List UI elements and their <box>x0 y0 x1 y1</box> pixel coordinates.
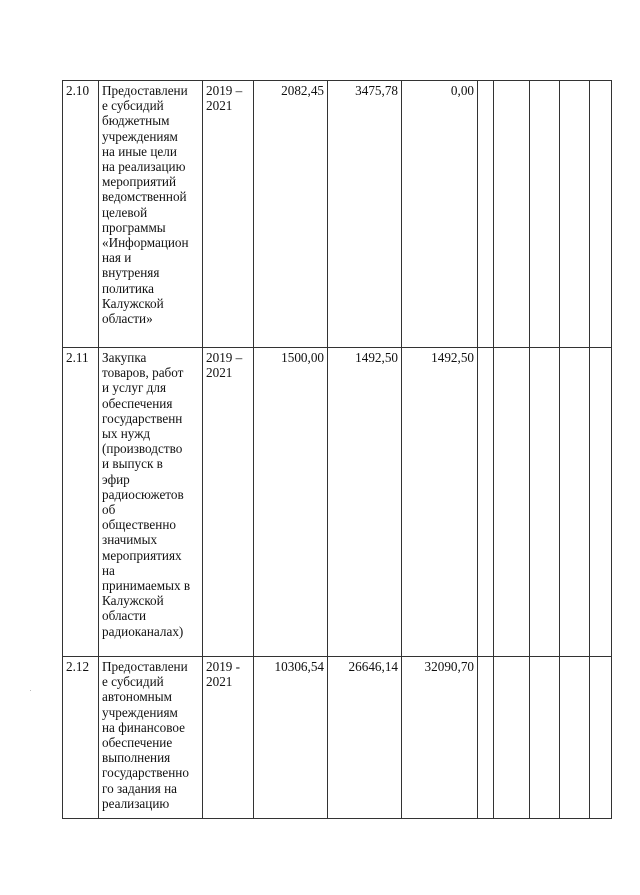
amount-2020: 3475,78 <box>328 81 402 348</box>
measure-description <box>99 657 203 819</box>
empty-cell <box>494 348 530 657</box>
amount-2021: 32090,70 <box>402 657 478 819</box>
table-row <box>63 81 612 348</box>
empty-cell <box>560 81 590 348</box>
empty-cell <box>590 348 612 657</box>
empty-cell <box>530 657 560 819</box>
amount-2021: 0,00 <box>402 81 478 348</box>
row-number: 2.11 <box>63 348 99 657</box>
table-row <box>63 657 612 819</box>
empty-cell <box>494 657 530 819</box>
program-measures-table <box>62 80 612 819</box>
amount-2019: 2082,45 <box>254 81 328 348</box>
implementation-period: 2019 – 2021 <box>203 81 254 348</box>
amount-2019: 10306,54 <box>254 657 328 819</box>
empty-cell <box>590 81 612 348</box>
document-page <box>62 80 612 819</box>
amount-2020: 1492,50 <box>328 348 402 657</box>
empty-cell <box>530 81 560 348</box>
row-number: 2.12 <box>63 657 99 819</box>
measure-description: Закупка товаров, работ и услуг для обеспечения государственн ых нужд (производство и выпуск в эфир радиосюжетов об общественно значимых мероприятиях на принимаемых в Калужской области радиоканалах) <box>99 348 203 657</box>
empty-cell <box>530 348 560 657</box>
empty-cell <box>478 81 494 348</box>
amount-2021: 1492,50 <box>402 348 478 657</box>
empty-cell <box>560 348 590 657</box>
empty-cell <box>560 657 590 819</box>
measure-description-text: Предоставлени е субсидий автономным учреждениям на финансовое обеспечение выполнения государственно го задания на реализацию <box>102 659 189 811</box>
scan-speck <box>30 690 31 691</box>
table-row <box>63 348 612 657</box>
implementation-period: 2019 – 2021 <box>203 348 254 657</box>
amount-2019: 1500,00 <box>254 348 328 657</box>
empty-cell <box>494 81 530 348</box>
implementation-period: 2019 - 2021 <box>203 657 254 819</box>
empty-cell <box>478 657 494 819</box>
row-number: 2.10 <box>63 81 99 348</box>
empty-cell <box>590 657 612 819</box>
measure-description: Предоставлени е субсидий бюджетным учреждениям на иные цели на реализацию мероприятий ведомственной целевой программы «Информацион ная и внутреняя политика Калужской области» <box>99 81 203 348</box>
empty-cell <box>478 348 494 657</box>
amount-2020: 26646,14 <box>328 657 402 819</box>
